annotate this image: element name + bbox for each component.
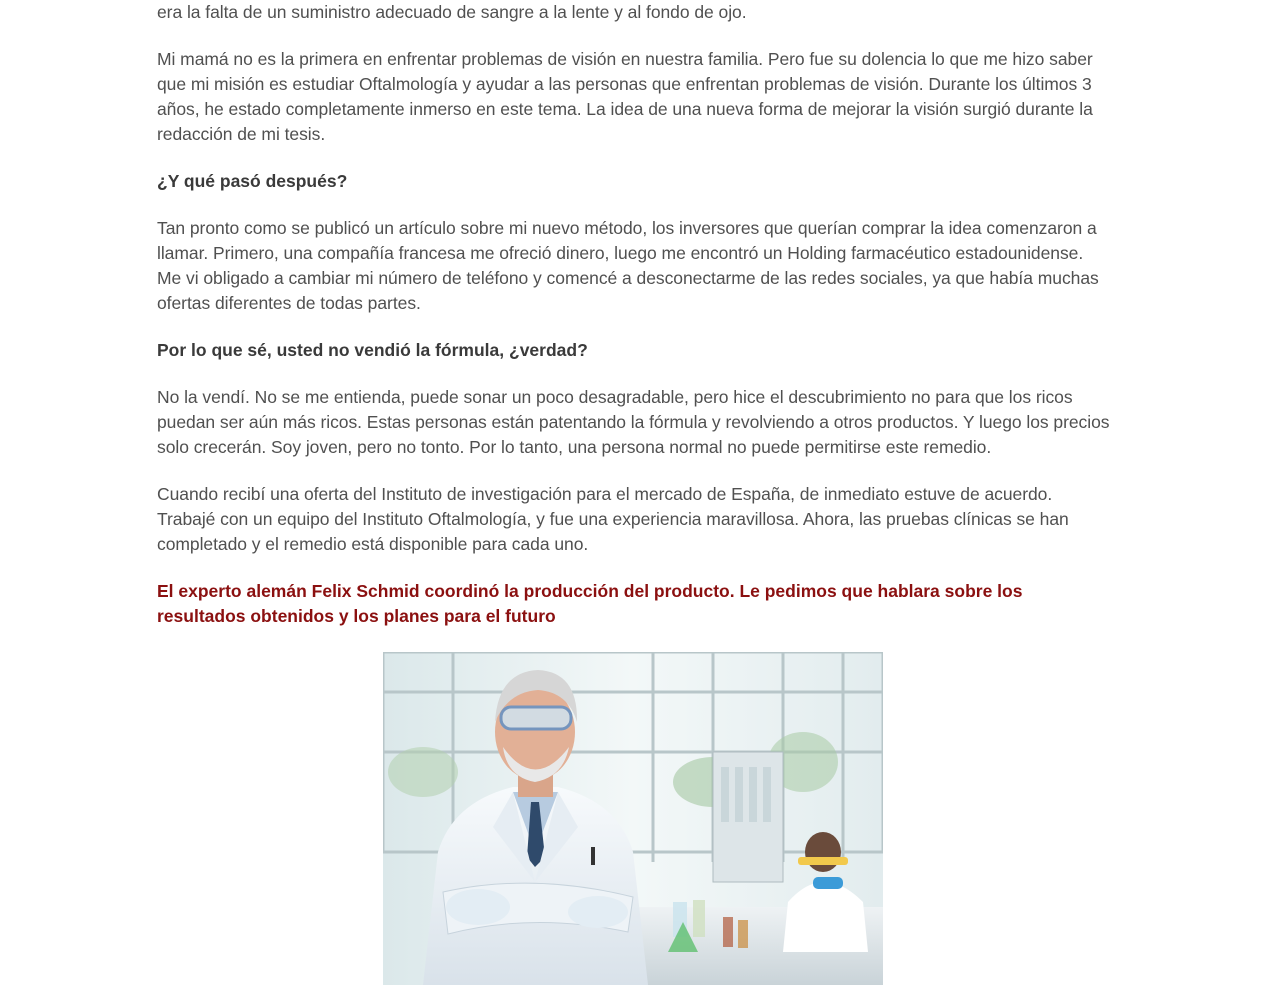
question-what-happened: ¿Y qué pasó después? [157,171,348,191]
scientist-photo [383,652,883,985]
paragraph-intro-end: era la falta de un suministro adecuado de sangre a la lente y al fondo de ojo. [157,2,747,22]
paragraph-not-sold: No la vendí. No se me entienda, puede sonar un poco desagradable, pero hice el descubrimiento no para que los ricos puedan ser aún más ricos. Estas personas están patentando la fórmula y revolviendo a otros productos. Y luego los precios solo crecerán. Soy joven, pero no tonto. Por lo tanto, una persona normal no puede permitirse este remedio. [157,387,1110,457]
paragraph-investors: Tan pronto como se publicó un artículo sobre mi nuevo método, los inversores que querían comprar la idea comenzaron a llamar. Primero, una compañía francesa me ofreció dinero, luego me encontró un Holding farmacéutico estadounidense. Me vi obligado a cambiar mi número de teléfono y comencé a desconectarme de las redes sociales, ya que había muchas ofertas diferentes de todas partes. [157,218,1099,313]
paragraph-mother: Mi mamá no es la primera en enfrentar problemas de visión en nuestra familia. Pero fue su dolencia lo que me hizo saber que mi misión es estudiar Oftalmología y ayudar a las personas que enfrentan problemas de visión. Durante los últimos 3 años, he estado completamente inmerso en este tema. La idea de una nueva forma de mejorar la visión surgió durante la redacción de mi tesis. [157,49,1093,144]
highlight-expert: El experto alemán Felix Schmid coordinó la producción del producto. Le pedimos que hablara sobre los resultados obtenidos y los planes para el futuro [157,581,1023,626]
question-formula: Por lo que sé, usted no vendió la fórmula, ¿verdad? [157,340,588,360]
paragraph-institute: Cuando recibí una oferta del Instituto de investigación para el mercado de España, de inmediato estuve de acuerdo. Trabajé con un equipo del Instituto Oftalmología, y fue una experiencia maravillosa. Ahora, las pruebas clínicas se han completado y el remedio está disponible para cada uno. [157,484,1069,554]
